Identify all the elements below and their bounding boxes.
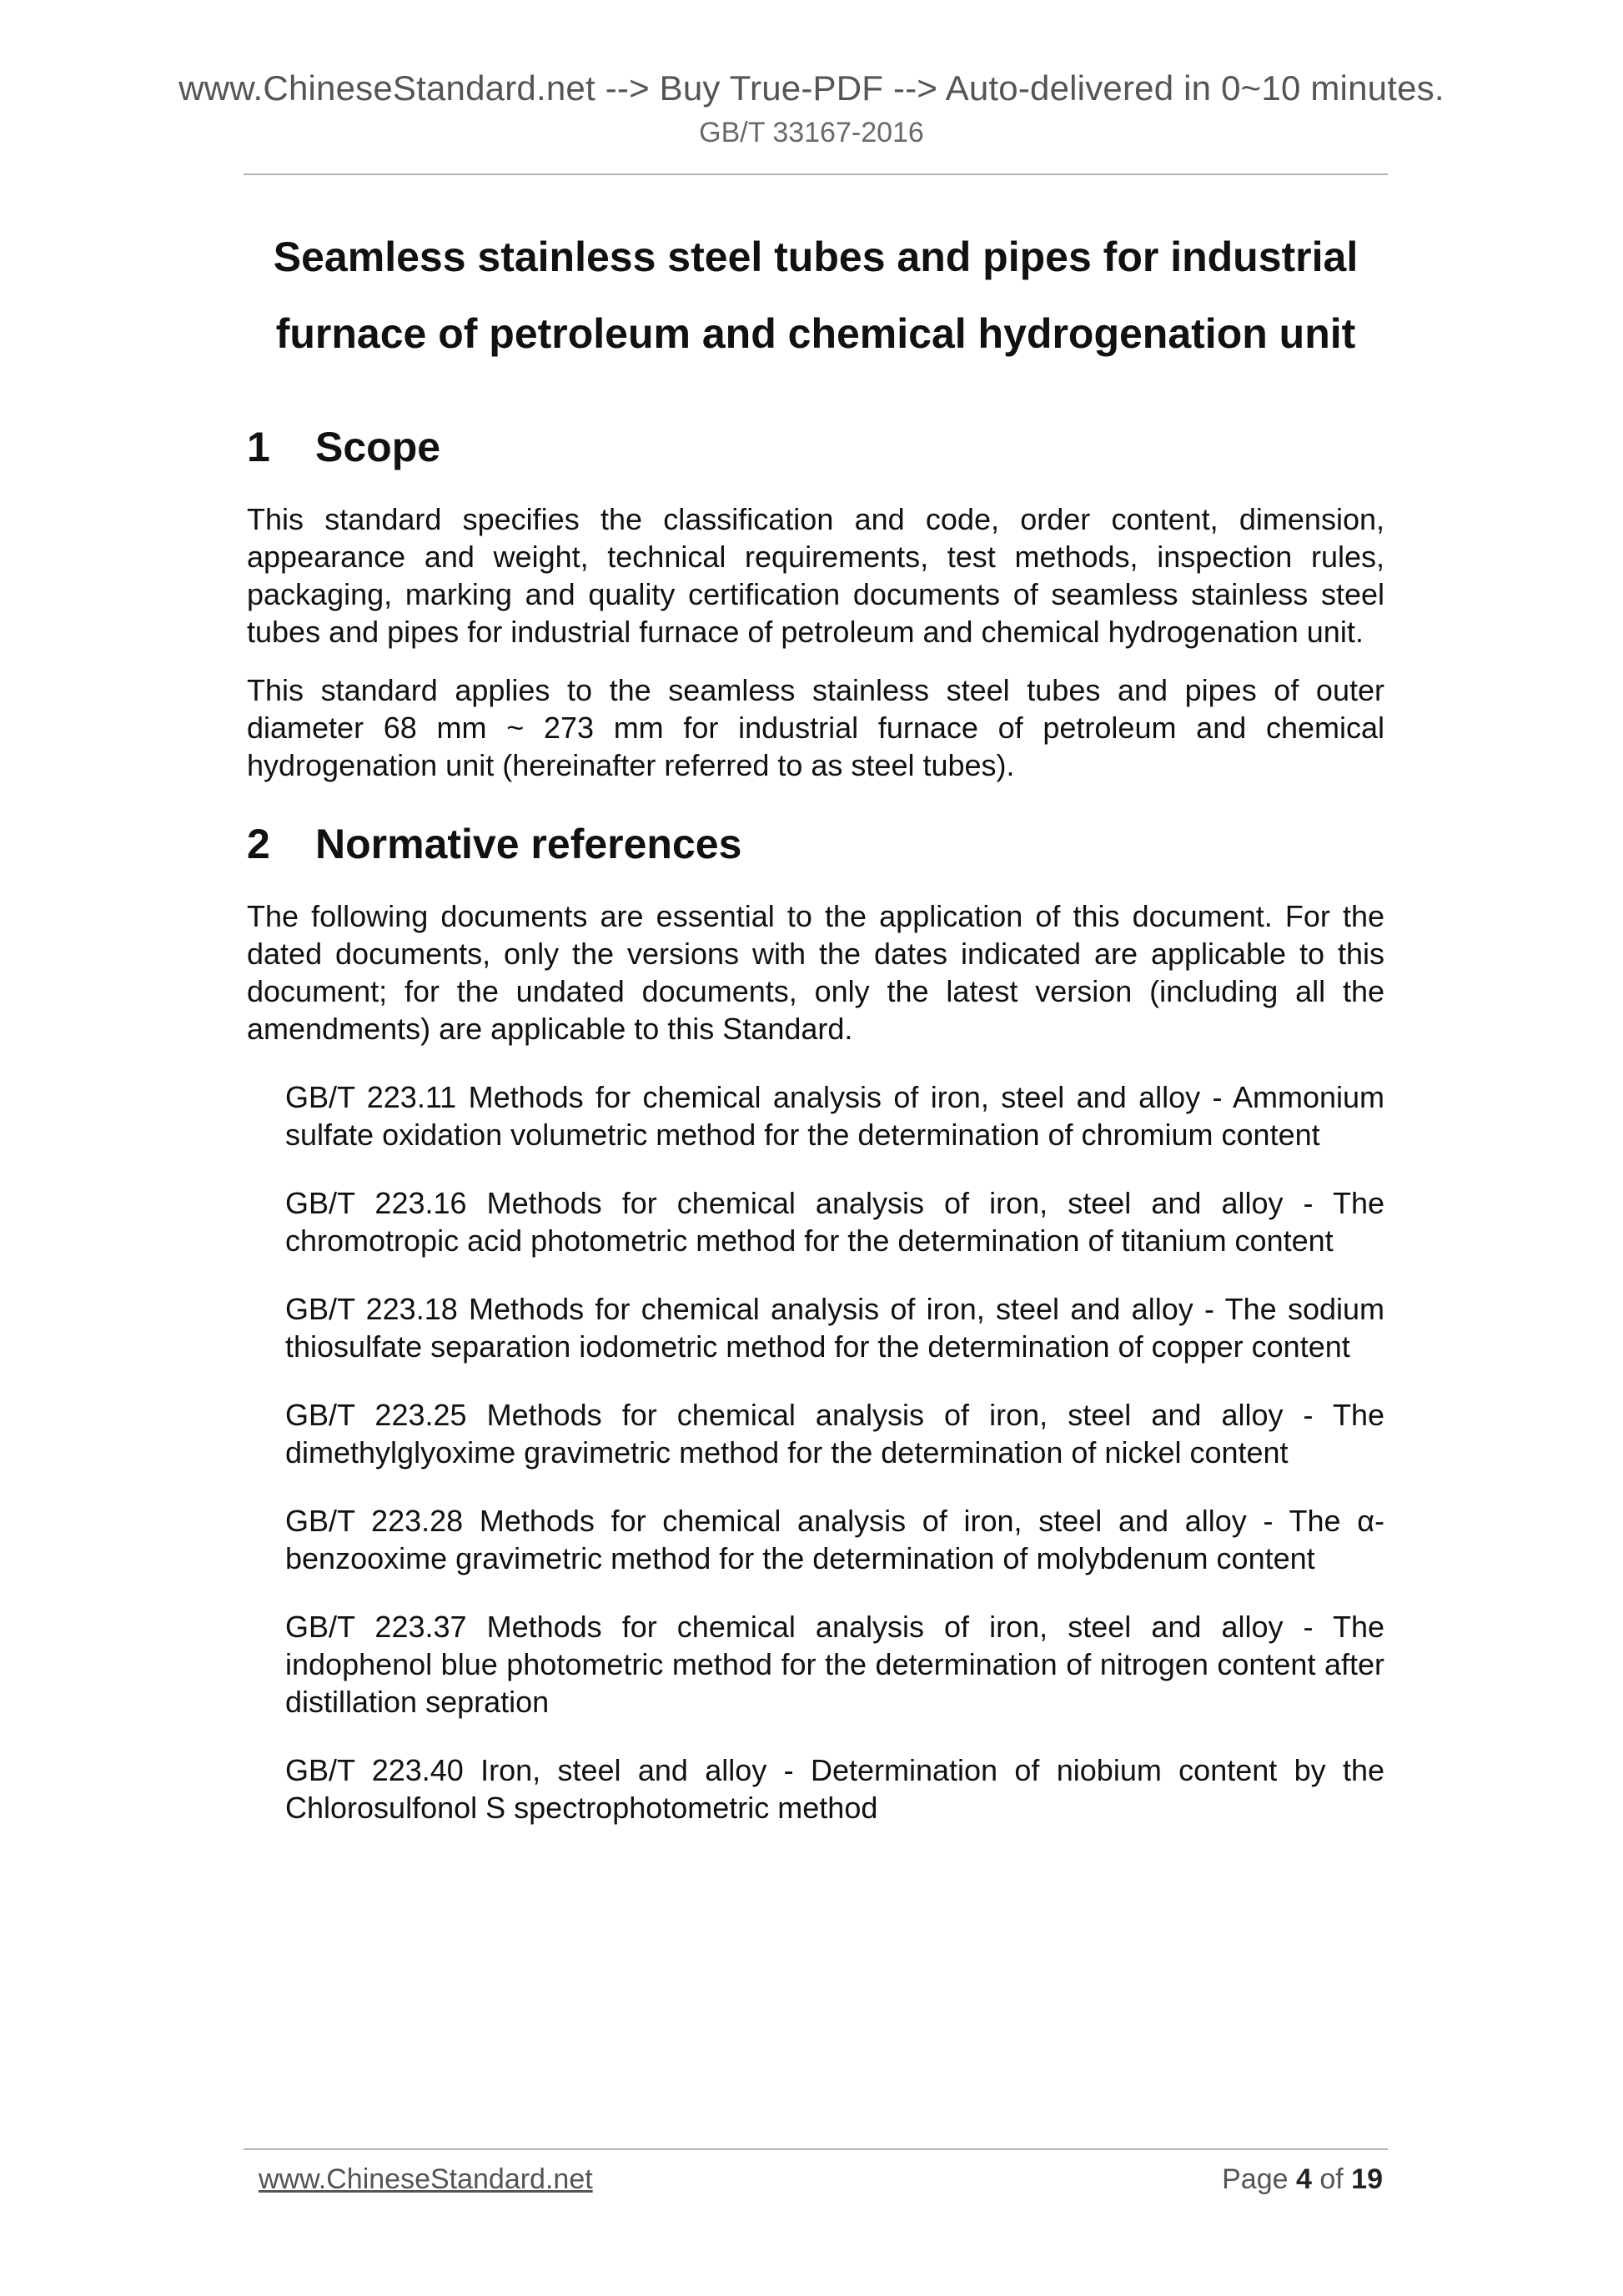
reference-item: GB/T 223.40 Iron, steel and alloy - Determination of niobium content by the Chlorosulfonol S spectrophotometric method xyxy=(285,1753,1384,1825)
reference-item: GB/T 223.28 Methods for chemical analysis of iron, steel and alloy - The α-benzooxime gravimetric method for the determination of molybdenum content xyxy=(285,1504,1384,1575)
section-number: 1 xyxy=(247,424,270,470)
reference-item: GB/T 223.16 Methods for chemical analysis of iron, steel and alloy - The chromotropic acid photometric method for the determination of titanium content xyxy=(285,1186,1384,1258)
standard-code: GB/T 33167-2016 xyxy=(699,117,924,148)
document-title xyxy=(247,219,1384,372)
scope-paragraph-2: This standard applies to the seamless stainless steel tubes and pipes of outer diameter 68 mm ~ 273 mm for industrial furnace of petroleum and chemical hydrogenation unit (hereinafter referred to as steel tubes). xyxy=(247,673,1384,782)
document-body xyxy=(247,219,1384,1826)
section-title: Normative references xyxy=(315,821,742,867)
title-line-2: furnace of petroleum and chemical hydrogenation unit xyxy=(275,310,1356,357)
header-banner: www.ChineseStandard.net --> Buy True-PDF --> Auto-delivered in 0~10 minutes. xyxy=(178,68,1445,108)
title-line-1: Seamless stainless steel tubes and pipes for industrial xyxy=(273,234,1359,280)
page-current: 4 xyxy=(1295,2163,1312,2195)
page-of: of xyxy=(1319,2163,1344,2195)
reference-item: GB/T 223.11 Methods for chemical analysis of iron, steel and alloy - Ammonium sulfate oxidation volumetric method for the determination of chromium content xyxy=(285,1080,1384,1152)
section-number: 2 xyxy=(247,821,270,867)
page-indicator xyxy=(1222,2163,1383,2196)
footer-divider xyxy=(244,2148,1388,2150)
scope-paragraph-1: This standard specifies the classification and code, order content, dimension, appearance and weight, technical requirements, test methods, inspection rules, packaging, marking and quality certification documents of seamless stainless steel tubes and pipes for industrial furnace of petroleum and chemical hydrogenation unit. xyxy=(247,502,1384,649)
page-total: 19 xyxy=(1351,2163,1383,2195)
reference-item: GB/T 223.37 Methods for chemical analysis of iron, steel and alloy - The indophenol blue photometric method for the determination of nitrogen content after distillation sepration xyxy=(285,1610,1384,1719)
reference-item: GB/T 223.18 Methods for chemical analysis of iron, steel and alloy - The sodium thiosulfate separation iodometric method for the determination of copper content xyxy=(285,1292,1384,1364)
references-intro: The following documents are essential to the application of this document. For the dated documents, only the versions with the dates indicated are applicable to this document; for the undated documents, only the latest version (including all the amendments) are applicable to this Standard. xyxy=(247,899,1384,1046)
footer-site-link[interactable]: www.ChineseStandard.net xyxy=(259,2163,593,2195)
section-heading-scope xyxy=(247,422,1384,472)
reference-item: GB/T 223.25 Methods for chemical analysis of iron, steel and alloy - The dimethylglyoxime gravimetric method for the determination of nickel content xyxy=(285,1398,1384,1470)
page-prefix: Page xyxy=(1222,2163,1289,2195)
section-title: Scope xyxy=(315,424,441,470)
section-heading-normative-references xyxy=(247,819,1384,869)
header-divider xyxy=(244,173,1388,175)
